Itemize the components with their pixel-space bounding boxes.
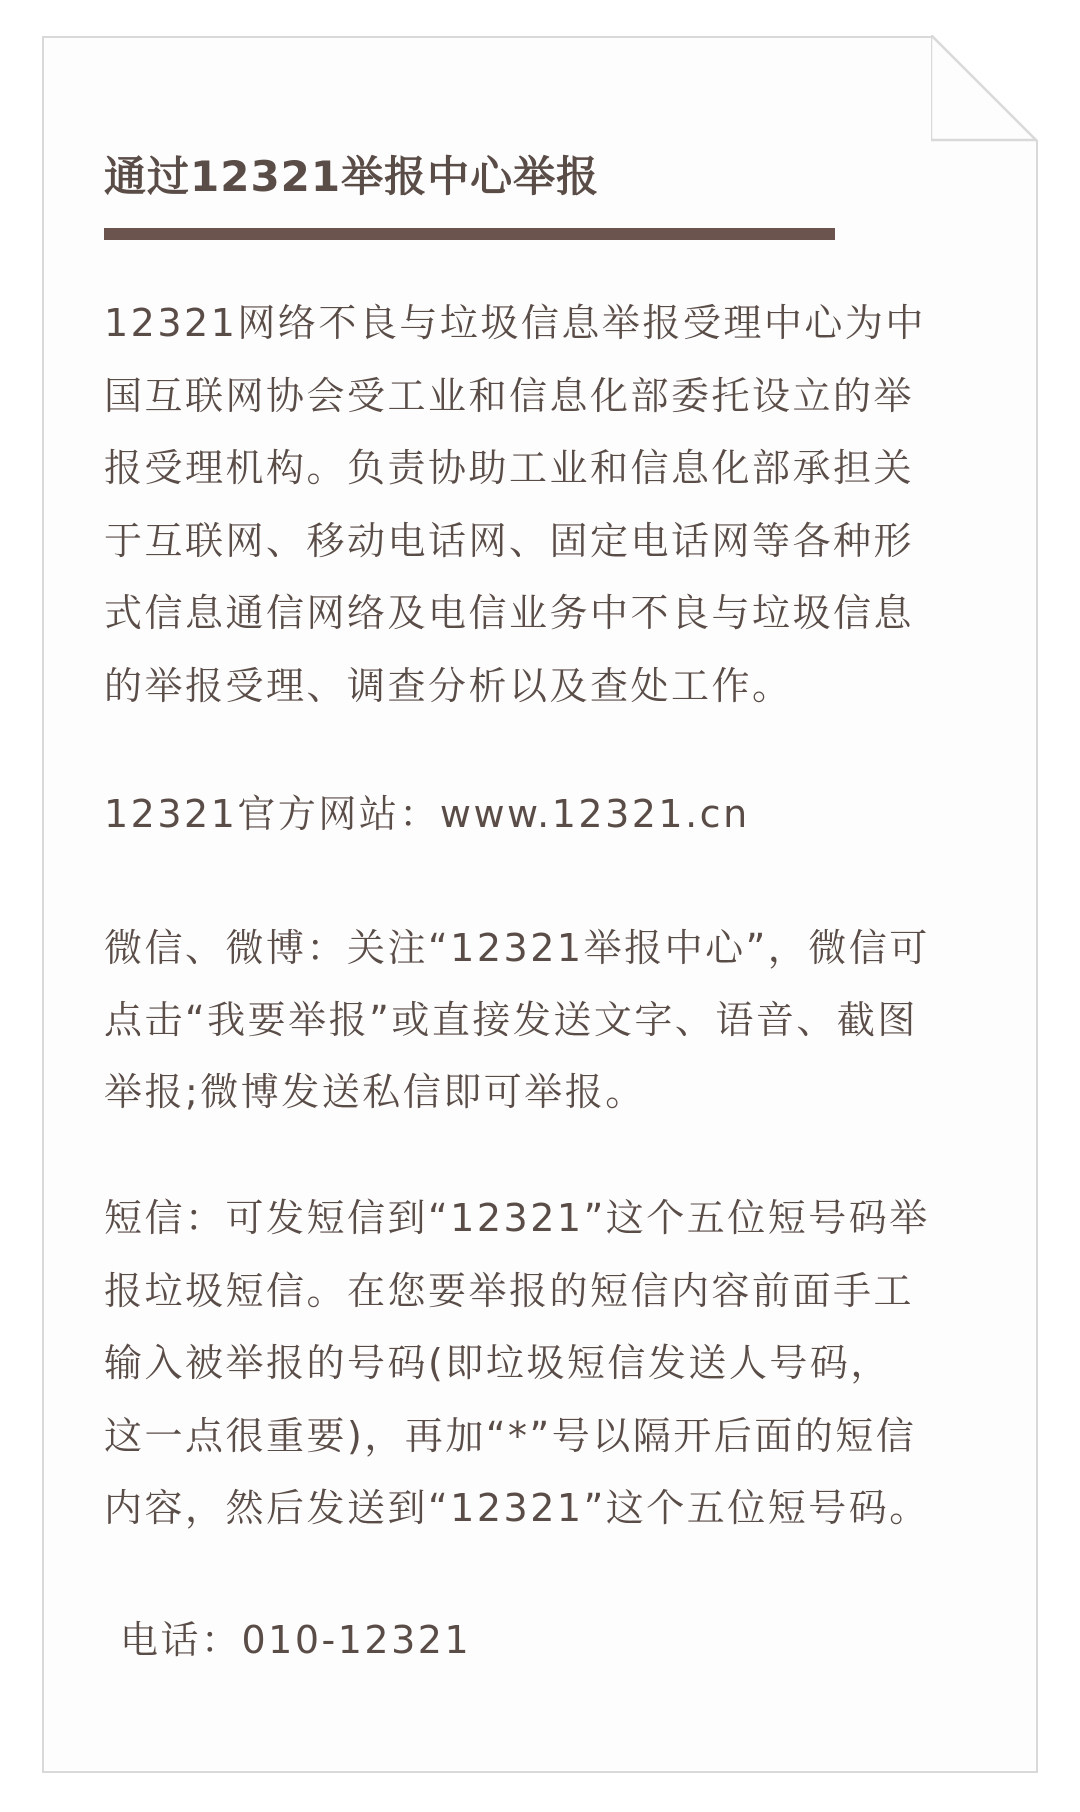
website-paragraph: 12321官方网站：www.12321.cn (104, 792, 750, 836)
folded-corner-icon (931, 35, 1039, 143)
sms-paragraph: 短信：可发短信到“12321”这个五位短号码举 报垃圾短信。在您要举报的短信内容前面手工 输入被举报的号码(即垃圾短信发送人号码， 这一点很重要)，再加“*”号以隔开后面的短信 内容，然后发送到“12321”这个五位短号码。 (104, 1196, 930, 1530)
intro-paragraph: 12321网络不良与垃圾信息举报受理中心为中 国互联网协会受工业和信息化部委托设立的举 报受理机构。负责协助工业和信息化部承担关 于互联网、移动电话网、固定电话网等各种形 式信息通信网络及电信业务中不良与垃圾信息 的举报受理、调查分析以及查处工作。 (104, 301, 926, 708)
page-title: 通过12321举报中心举报 (104, 152, 600, 201)
phone-paragraph: 电话：010-12321 (120, 1618, 472, 1662)
social-media-paragraph: 微信、微博：关注“12321举报中心”，微信可 点击“我要举报”或直接发送文字、语音、截图 举报;微博发送私信即可举报。 (104, 926, 930, 1114)
title-underline (104, 228, 835, 240)
